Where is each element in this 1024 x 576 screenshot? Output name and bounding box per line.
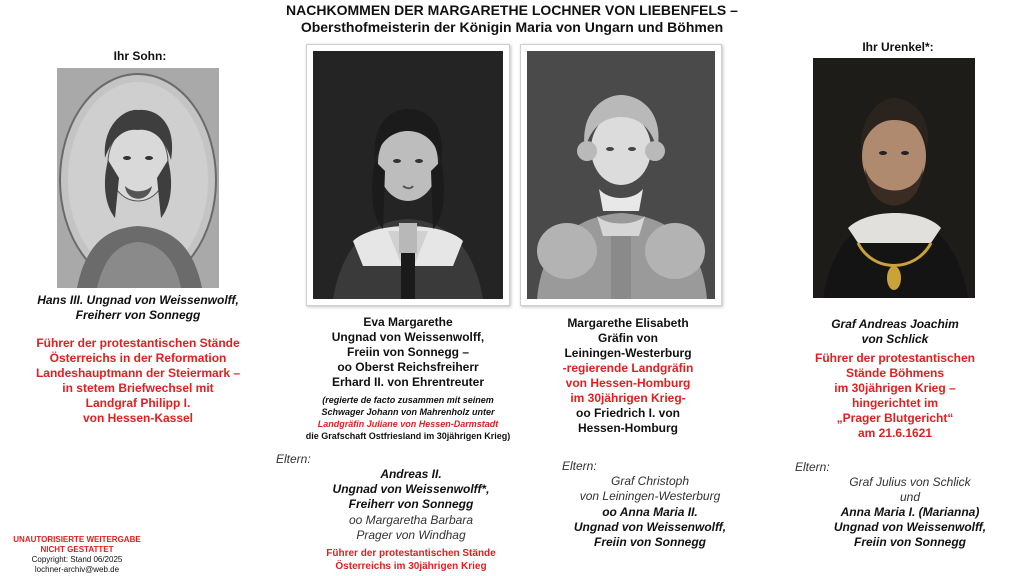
footer-copyright: Copyright: Stand 06/2025 [31, 555, 123, 564]
eva-parents-father: Andreas II. Ungnad von Weissenwolff*, Freiherr von Sonnegg [332, 467, 490, 511]
footer-warning-2: NICHT GESTATTET [40, 545, 114, 554]
son-header: Ihr Sohn: [113, 49, 167, 63]
margarethe-name: Margarethe Elisabeth Gräfin von Leiningen-Westerburg [564, 316, 692, 360]
margarethe-parents-mother: oo Anna Maria II. Ungnad von Weissenwolff, Freiin von Sonnegg [573, 505, 727, 549]
eva-parents-note: Führer der protestantischen Stände Österreichs im 30jährigen Krieg [326, 548, 496, 572]
painting-image [527, 51, 715, 299]
eva-note: (regierte de facto zusammen mit seinem Schwager Johann von Mahrenholz unter Landgräfin Juliane von Hessen-Darmstadt die Grafschaft Ostfriesland im 30jährigen Krieg) [305, 395, 511, 441]
title-line-1: NACHKOMMEN DER MARGARETHE LOCHNER VON LIEBENFELS – [286, 2, 738, 18]
portrait-eva-margarethe [306, 44, 510, 306]
painting-image [813, 58, 975, 298]
painting-image [313, 51, 503, 299]
footer-warning-1: UNAUTORISIERTE WEITERGABE [13, 535, 141, 544]
engraving-image [57, 68, 219, 288]
portrait-margarethe-elisabeth [520, 44, 722, 306]
portrait-hans-ungnad [57, 68, 219, 288]
andreas-parents-father: Graf Julius von Schlick und [849, 475, 971, 504]
hans-description: Führer der protestantischen Stände Österreichs in der Reformation Landeshauptmann der Steiermark – in stetem Briefwechsel mit Landgraf Philipp I. von Hessen-Kassel [35, 336, 241, 425]
footer-email: lochner-archiv@web.de [34, 565, 120, 574]
margarethe-regent: -regierende Landgräfin von Hessen-Homburg im 30jährigen Krieg- [562, 361, 694, 405]
andreas-description: Führer der protestantischen Stände Böhmens im 30jährigen Krieg – hingerichtet im „Prager Blutgericht“ am 21.6.1621 [814, 351, 976, 440]
hans-name: Hans III. Ungnad von Weissenwolff, Freiherr von Sonnegg [37, 293, 239, 322]
page-title [150, 2, 874, 36]
portrait-andreas-schlick [813, 58, 975, 298]
great-grandson-header: Ihr Urenkel*: [862, 40, 934, 54]
footer [2, 535, 152, 575]
eva-name: Eva Margarethe Ungnad von Weissenwolff, Freiin von Sonnegg – oo Oberst Reichsfreiherr Erhard II. von Ehrentreuter [331, 315, 485, 389]
margarethe-parents-father: Graf Christoph von Leiningen-Westerburg [579, 474, 721, 503]
title-line-2: Obersthofmeisterin der Königin Maria von Ungarn und Böhmen [300, 19, 724, 35]
margarethe-parents-label: Eltern: [562, 459, 597, 473]
eva-parents-label: Eltern: [276, 452, 311, 466]
eva-parents-mother: oo Margaretha Barbara Prager von Windhag [348, 513, 474, 542]
andreas-parents-mother: Anna Maria I. (Marianna) Ungnad von Weissenwolff, Freiin von Sonnegg [833, 505, 987, 549]
andreas-name: Graf Andreas Joachim von Schlick [831, 317, 959, 346]
andreas-parents-label: Eltern: [795, 460, 830, 474]
margarethe-spouse: oo Friedrich I. von Hessen-Homburg [575, 406, 680, 435]
